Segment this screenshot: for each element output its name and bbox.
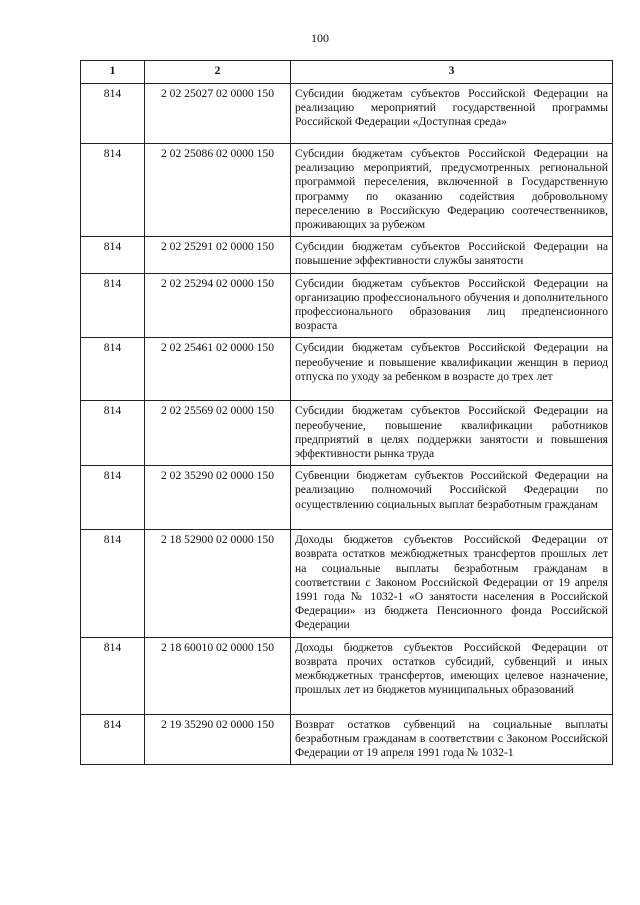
table-row <box>81 338 613 401</box>
table-row <box>81 530 613 637</box>
admin-code-cell: 814 <box>81 401 145 466</box>
description-cell: Субсидии бюджетам субъектов Российской Федерации на переобучение, повышение квалификации работников предприятий в целях поддержки занятости и повышения эффективности рынка труда <box>291 401 613 466</box>
admin-code-cell: 814 <box>81 144 145 237</box>
column-header-3: 3 <box>291 61 613 84</box>
table-row <box>81 273 613 338</box>
description-cell: Субвенции бюджетам субъектов Российской Федерации на реализацию полномочий Российской Федерации по осуществлению социальных выплат безработным гражданам <box>291 466 613 530</box>
budget-code-cell: 2 02 25461 02 0000 150 <box>145 338 291 401</box>
budget-code-cell: 2 02 25027 02 0000 150 <box>145 84 291 144</box>
description-cell: Субсидии бюджетам субъектов Российской Федерации на реализацию мероприятий, предусмотренных региональной программой переселения, включенной в Государственную программу по оказанию содействия добровольному переселению в Российскую Федерацию соотечественников, проживающих за рубежом <box>291 144 613 237</box>
table-row <box>81 144 613 237</box>
admin-code-cell: 814 <box>81 466 145 530</box>
column-header-2: 2 <box>145 61 291 84</box>
budget-code-cell: 2 02 35290 02 0000 150 <box>145 466 291 530</box>
admin-code-cell: 814 <box>81 714 145 765</box>
admin-code-cell: 814 <box>81 237 145 273</box>
admin-code-cell: 814 <box>81 637 145 714</box>
table-row <box>81 401 613 466</box>
page-number: 100 <box>311 31 329 45</box>
table-row <box>81 714 613 765</box>
budget-code-cell: 2 18 52900 02 0000 150 <box>145 530 291 637</box>
budget-code-cell: 2 02 25086 02 0000 150 <box>145 144 291 237</box>
admin-code-cell: 814 <box>81 84 145 144</box>
description-cell: Субсидии бюджетам субъектов Российской Федерации на переобучение и повышение квалификации женщин в период отпуска по уходу за ребенком в возрасте до трех лет <box>291 338 613 401</box>
description-cell: Доходы бюджетов субъектов Российской Федерации от возврата остатков межбюджетных трансфертов прошлых лет на социальные выплаты безработным гражданам в соответствии с Законом Российской Федерации от 19 апреля 1991 года № 1032-1 «О занятости населения в Российской Федерации» из бюджета Пенсионного фонда Российской Федерации <box>291 530 613 637</box>
description-cell: Доходы бюджетов субъектов Российской Федерации от возврата прочих остатков субсидий, субвенций и иных межбюджетных трансфертов, имеющих целевое назначение, прошлых лет из бюджетов муниципальных образований <box>291 637 613 714</box>
table-row <box>81 637 613 714</box>
description-cell: Субсидии бюджетам субъектов Российской Федерации на реализацию мероприятий государственной программы Российской Федерации «Доступная среда» <box>291 84 613 144</box>
budget-code-cell: 2 02 25294 02 0000 150 <box>145 273 291 338</box>
table-header-row <box>81 61 613 84</box>
admin-code-cell: 814 <box>81 338 145 401</box>
description-cell: Возврат остатков субвенций на социальные выплаты безработным гражданам в соответствии с Законом Российской Федерации от 19 апреля 1991 года № 1032-1 <box>291 714 613 765</box>
admin-code-cell: 814 <box>81 530 145 637</box>
admin-code-cell: 814 <box>81 273 145 338</box>
column-header-1: 1 <box>81 61 145 84</box>
table-row <box>81 466 613 530</box>
budget-code-cell: 2 02 25569 02 0000 150 <box>145 401 291 466</box>
table-row <box>81 84 613 144</box>
budget-classification-table <box>80 60 613 765</box>
budget-code-cell: 2 18 60010 02 0000 150 <box>145 637 291 714</box>
description-cell: Субсидии бюджетам субъектов Российской Федерации на организацию профессионального обучения и дополнительного профессионального образования лиц предпенсионного возраста <box>291 273 613 338</box>
budget-code-cell: 2 19 35290 02 0000 150 <box>145 714 291 765</box>
description-cell: Субсидии бюджетам субъектов Российской Федерации на повышение эффективности службы занятости <box>291 237 613 273</box>
budget-code-cell: 2 02 25291 02 0000 150 <box>145 237 291 273</box>
table-row <box>81 237 613 273</box>
